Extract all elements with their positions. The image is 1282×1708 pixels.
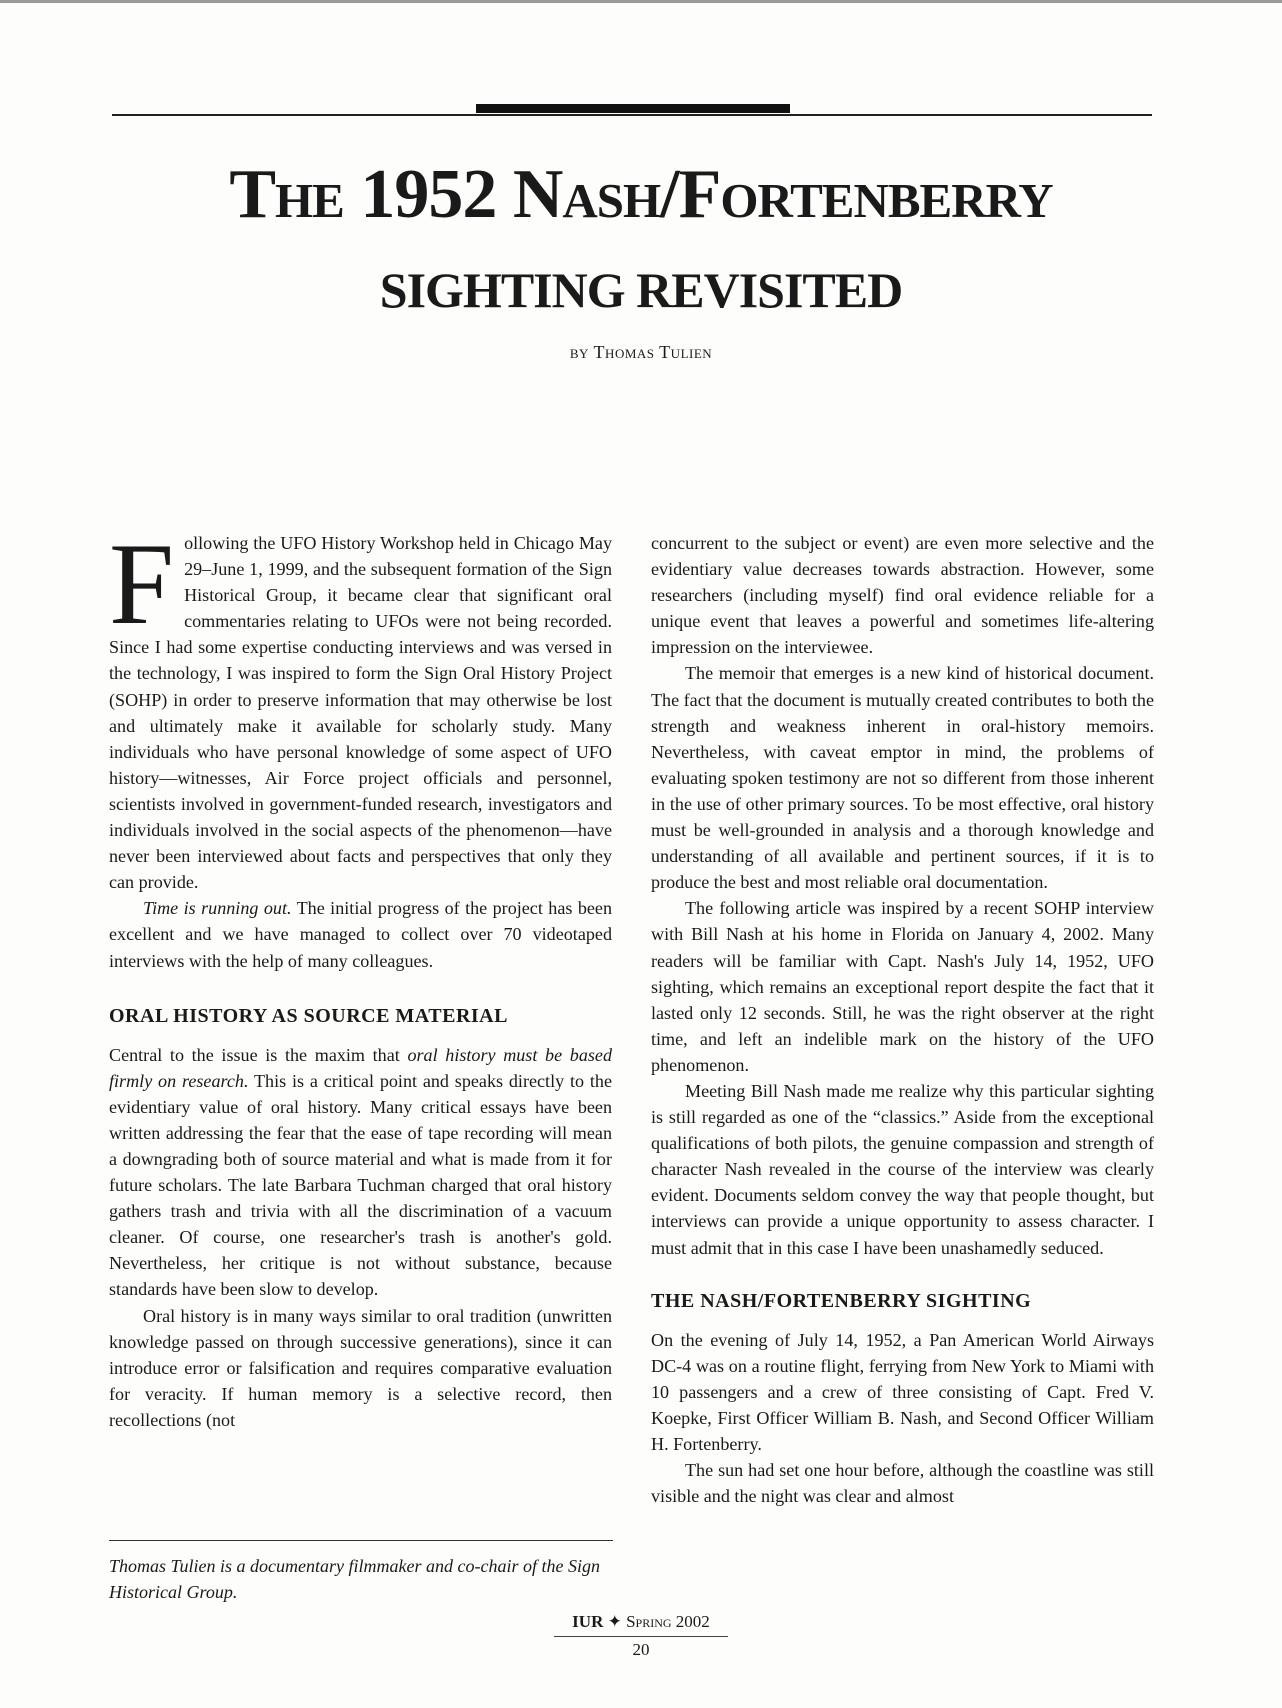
paragraph: The memoir that emerges is a new kind of historical document. The fact that the document is mutually created contributes to both the strength and weakness inherent in oral-history memoirs. Nevertheless, with caveat emptor in mind, the problems of evaluating spoken testimony are not so different from those inherent in the use of other primary sources. To be most effective, oral history must be well-grounded in analysis and a thorough knowledge and understanding of all available and pertinent sources, if it is to produce the best and most reliable oral documentation.: [651, 663, 1154, 893]
drop-cap: F: [109, 520, 175, 649]
star-separator-icon: ✦: [607, 1612, 622, 1631]
paragraph-text: This is a critical point and speaks directly to the evidentiary value of oral history. Many critical essays have been written addressing the fear that the ease of tape recording will mean a downgrading both of source material and what is made from it for future scholars. The late Barbara Tuchman charged that oral history gathers trash and trivia with all the discrimination of a vacuum cleaner. Of course, one researcher's trash is another's gold. Nevertheless, her critique is not without substance, because standards have been slow to develop.: [109, 1070, 612, 1300]
intro-paragraph: [109, 520, 612, 895]
paragraph: [109, 1042, 612, 1303]
issue-date: Spring 2002: [626, 1612, 710, 1631]
left-column: [109, 520, 612, 1433]
author-footnote: Thomas Tulien is a documentary filmmaker and co-chair of the Sign Historical Group.: [109, 1556, 600, 1602]
article-title-line1: The 1952 Nash/Fortenberry: [229, 156, 1053, 233]
article-title-line2: SIGHTING REVISITED: [379, 262, 903, 318]
section-heading-sighting: THE NASH/FORTENBERRY SIGHTING: [651, 1289, 1032, 1312]
header-rule-thin: [112, 114, 1152, 116]
footer-journal: [0, 1612, 1282, 1632]
right-column: [651, 530, 1154, 1509]
paragraph: On the evening of July 14, 1952, a Pan American World Airways DC-4 was on a routine flight, ferrying from New York to Miami with 10 passengers and a crew of three consisting of Capt. Fred V. Koepke, First Officer William B. Nash, and Second Officer William H. Fortenberry.: [651, 1329, 1154, 1454]
header-rule-thick: [476, 104, 790, 113]
paragraph: Oral history is in many ways similar to oral tradition (unwritten knowledge passed on through successive generations), since it can introduce error or falsification and requires comparative evaluation for veracity. If human memory is a selective record, then recollections (not: [109, 1305, 612, 1430]
footer-rule: [554, 1636, 728, 1637]
page-number: 20: [632, 1640, 650, 1659]
journal-name: IUR: [572, 1612, 604, 1631]
paragraph: The following article was inspired by a recent SOHP interview with Bill Nash at his home in Florida on January 4, 2002. Many readers will be familiar with Capt. Nash's July 14, 1952, UFO sighting, which remains an exceptional report despite the fact that it lasted only 12 seconds. Still, he was the right observer at the right time, and left an indelible mark on the history of the UFO phenomenon.: [651, 898, 1154, 1075]
paragraph-text: The initial progress of the project has been excellent and we have managed to collect over 70 videotaped interviews with the help of many colleagues.: [109, 898, 612, 971]
paragraph-text: Central to the issue is the maxim that: [109, 1044, 408, 1065]
page-top-edge: [0, 0, 1282, 3]
emphasis-text: oral history must be based firmly on research.: [109, 1044, 612, 1091]
paragraph: The sun had set one hour before, although the coastline was still visible and the night was clear and almost: [651, 1460, 1154, 1507]
section-heading-oral-history: ORAL HISTORY AS SOURCE MATERIAL: [109, 1004, 508, 1027]
emphasis-text: Time is running out.: [143, 898, 292, 919]
paragraph: Meeting Bill Nash made me realize why this particular sighting is still regarded as one of the “classics.” Aside from the exceptional qualifications of both pilots, the genuine compassion and strength of character Nash revealed in the course of the interview was clearly evident. Documents seldom convey the way that people thought, but interviews can provide a unique opportunity to assess character. I must admit that in this case I have been unashamedly seduced.: [651, 1080, 1154, 1258]
paragraph: concurrent to the subject or event) are even more selective and the evidentiary value decreases towards abstraction. However, some researchers (including myself) find oral evidence reliable for a unique event that leaves a powerful and sometimes life-altering impression on the interviewee.: [651, 533, 1154, 658]
paragraph-text: ollowing the UFO History Workshop held in Chicago May 29–June 1, 1999, and the subsequent formation of the Sign Historical Group, it became clear that significant oral commentaries relating to UFOs were not being recorded. Since I had some expertise conducting interviews and was versed in the technology, I was inspired to form the Sign Oral History Project (SOHP) in order to preserve information that may otherwise be lost and ultimately make it available for scholarly study. Many individuals who have personal knowledge of some aspect of UFO history—witnesses, Air Force project officials and personnel, scientists involved in government-funded research, investigators and individuals involved in the social aspects of the phenomenon—have never been interviewed about facts and perspectives that only they can provide.: [109, 533, 612, 893]
byline: by Thomas Tulien: [569, 342, 713, 362]
paragraph: [109, 895, 612, 973]
footnote-rule: [109, 1540, 613, 1541]
